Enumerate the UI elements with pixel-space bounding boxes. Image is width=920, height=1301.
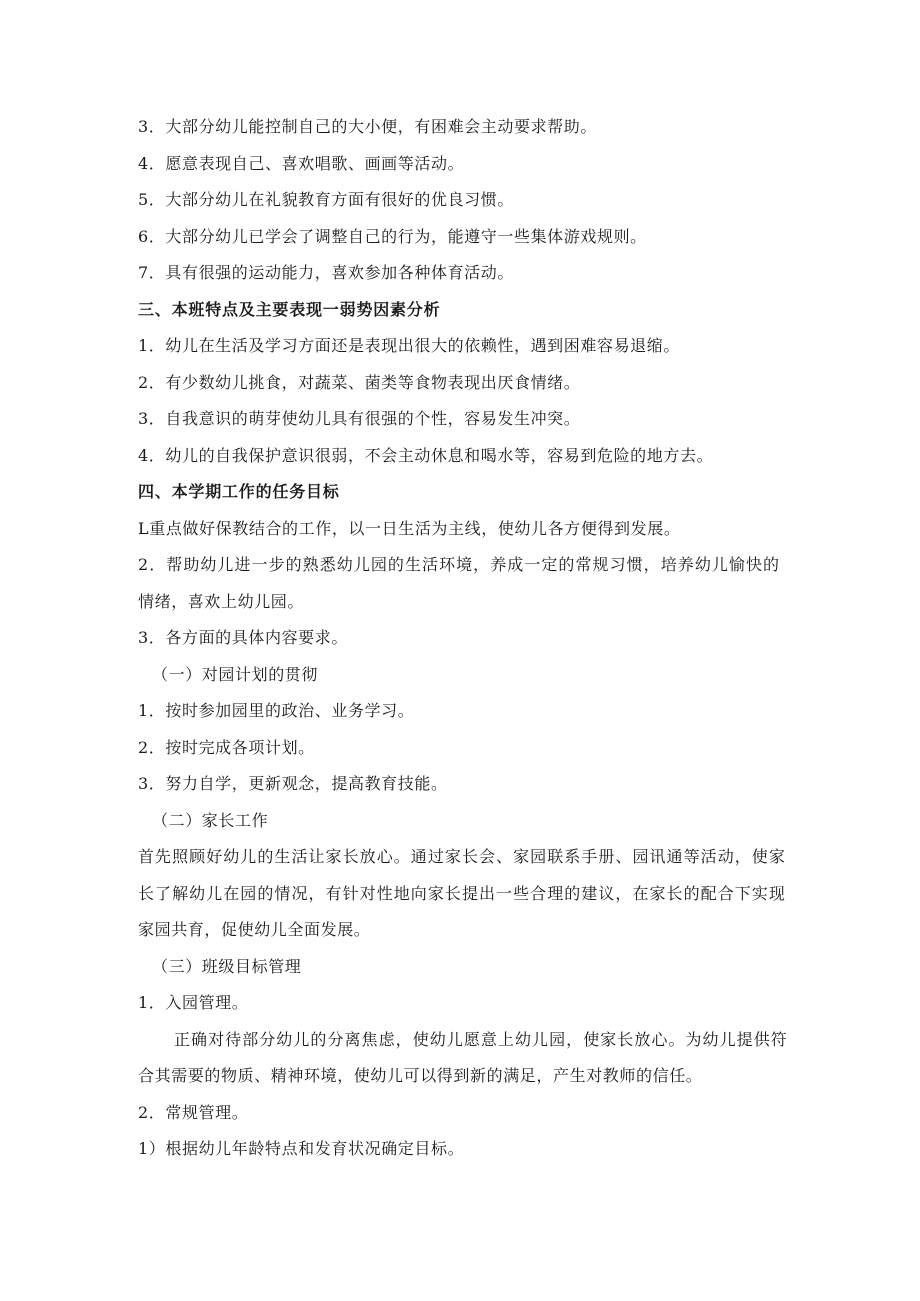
list-item: 4．愿意表现自己、喜欢唱歌、画画等活动。 [138, 154, 465, 173]
list-item: 2．常规管理。 [138, 1103, 249, 1122]
paragraph-line: 正确对待部分幼儿的分离焦虑，使幼儿愿意上幼儿园，使家长放心。为幼儿提供符 [174, 1030, 788, 1049]
list-item: 1．入园管理。 [138, 993, 249, 1012]
list-item: 3．努力自学，更新观念，提高教育技能。 [138, 774, 448, 793]
list-item: 2．按时完成各项计划。 [138, 738, 315, 757]
paragraph-line: 情绪，喜欢上幼儿园。 [138, 592, 305, 611]
section-heading: 三、本班特点及主要表现一弱势因素分析 [138, 300, 441, 319]
list-item: 3．自我意识的萌芽使幼儿具有很强的个性，容易发生冲突。 [138, 409, 581, 428]
subsection-heading: （一）对园计划的贯彻 [152, 665, 319, 684]
list-item: 4．幼儿的自我保护意识很弱，不会主动休息和喝水等，容易到危险的地方去。 [138, 446, 714, 465]
paragraph-line: 家园共育，促使幼儿全面发展。 [138, 920, 371, 939]
subsection-heading: （三）班级目标管理 [152, 957, 302, 976]
paragraph-line: 长了解幼儿在园的情况，有针对性地向家长提出一些合理的建议，在家长的配合下实现 [138, 884, 786, 903]
list-item: 2．帮助幼儿进一步的熟悉幼儿园的生活环境，养成一定的常规习惯，培养幼儿愉快的 [138, 555, 781, 574]
paragraph-line: 合其需要的物质、精神环境，使幼儿可以得到新的满足，产生对教师的信任。 [138, 1066, 703, 1085]
list-item: 3．各方面的具体内容要求。 [138, 628, 348, 647]
list-item: 5．大部分幼儿在礼貌教育方面有很好的优良习惯。 [138, 190, 514, 209]
list-item: 1）根据幼儿年龄特点和发育状况确定目标。 [138, 1139, 465, 1158]
list-item: 7．具有很强的运动能力，喜欢参加各种体育活动。 [138, 263, 514, 282]
section-heading: 四、本学期工作的任务目标 [138, 482, 340, 501]
subsection-heading: （二）家长工作 [152, 811, 269, 830]
list-item: 3．大部分幼儿能控制自己的大小便，有困难会主动要求帮助。 [138, 117, 597, 136]
list-item: 6．大部分幼儿已学会了调整自己的行为，能遵守一些集体游戏规则。 [138, 227, 647, 246]
paragraph-line: 首先照顾好幼儿的生活让家长放心。通过家长会、家园联系手册、园讯通等活动，使家 [138, 847, 786, 866]
list-item: L重点做好保教结合的工作，以一日生活为主线，使幼儿各方便得到发展。 [138, 519, 681, 538]
list-item: 1．幼儿在生活及学习方面还是表现出很大的依赖性，遇到困难容易退缩。 [138, 336, 680, 355]
list-item: 1．按时参加园里的政治、业务学习。 [138, 701, 415, 720]
list-item: 2．有少数幼儿挑食，对蔬菜、菌类等食物表现出厌食情绪。 [138, 373, 581, 392]
